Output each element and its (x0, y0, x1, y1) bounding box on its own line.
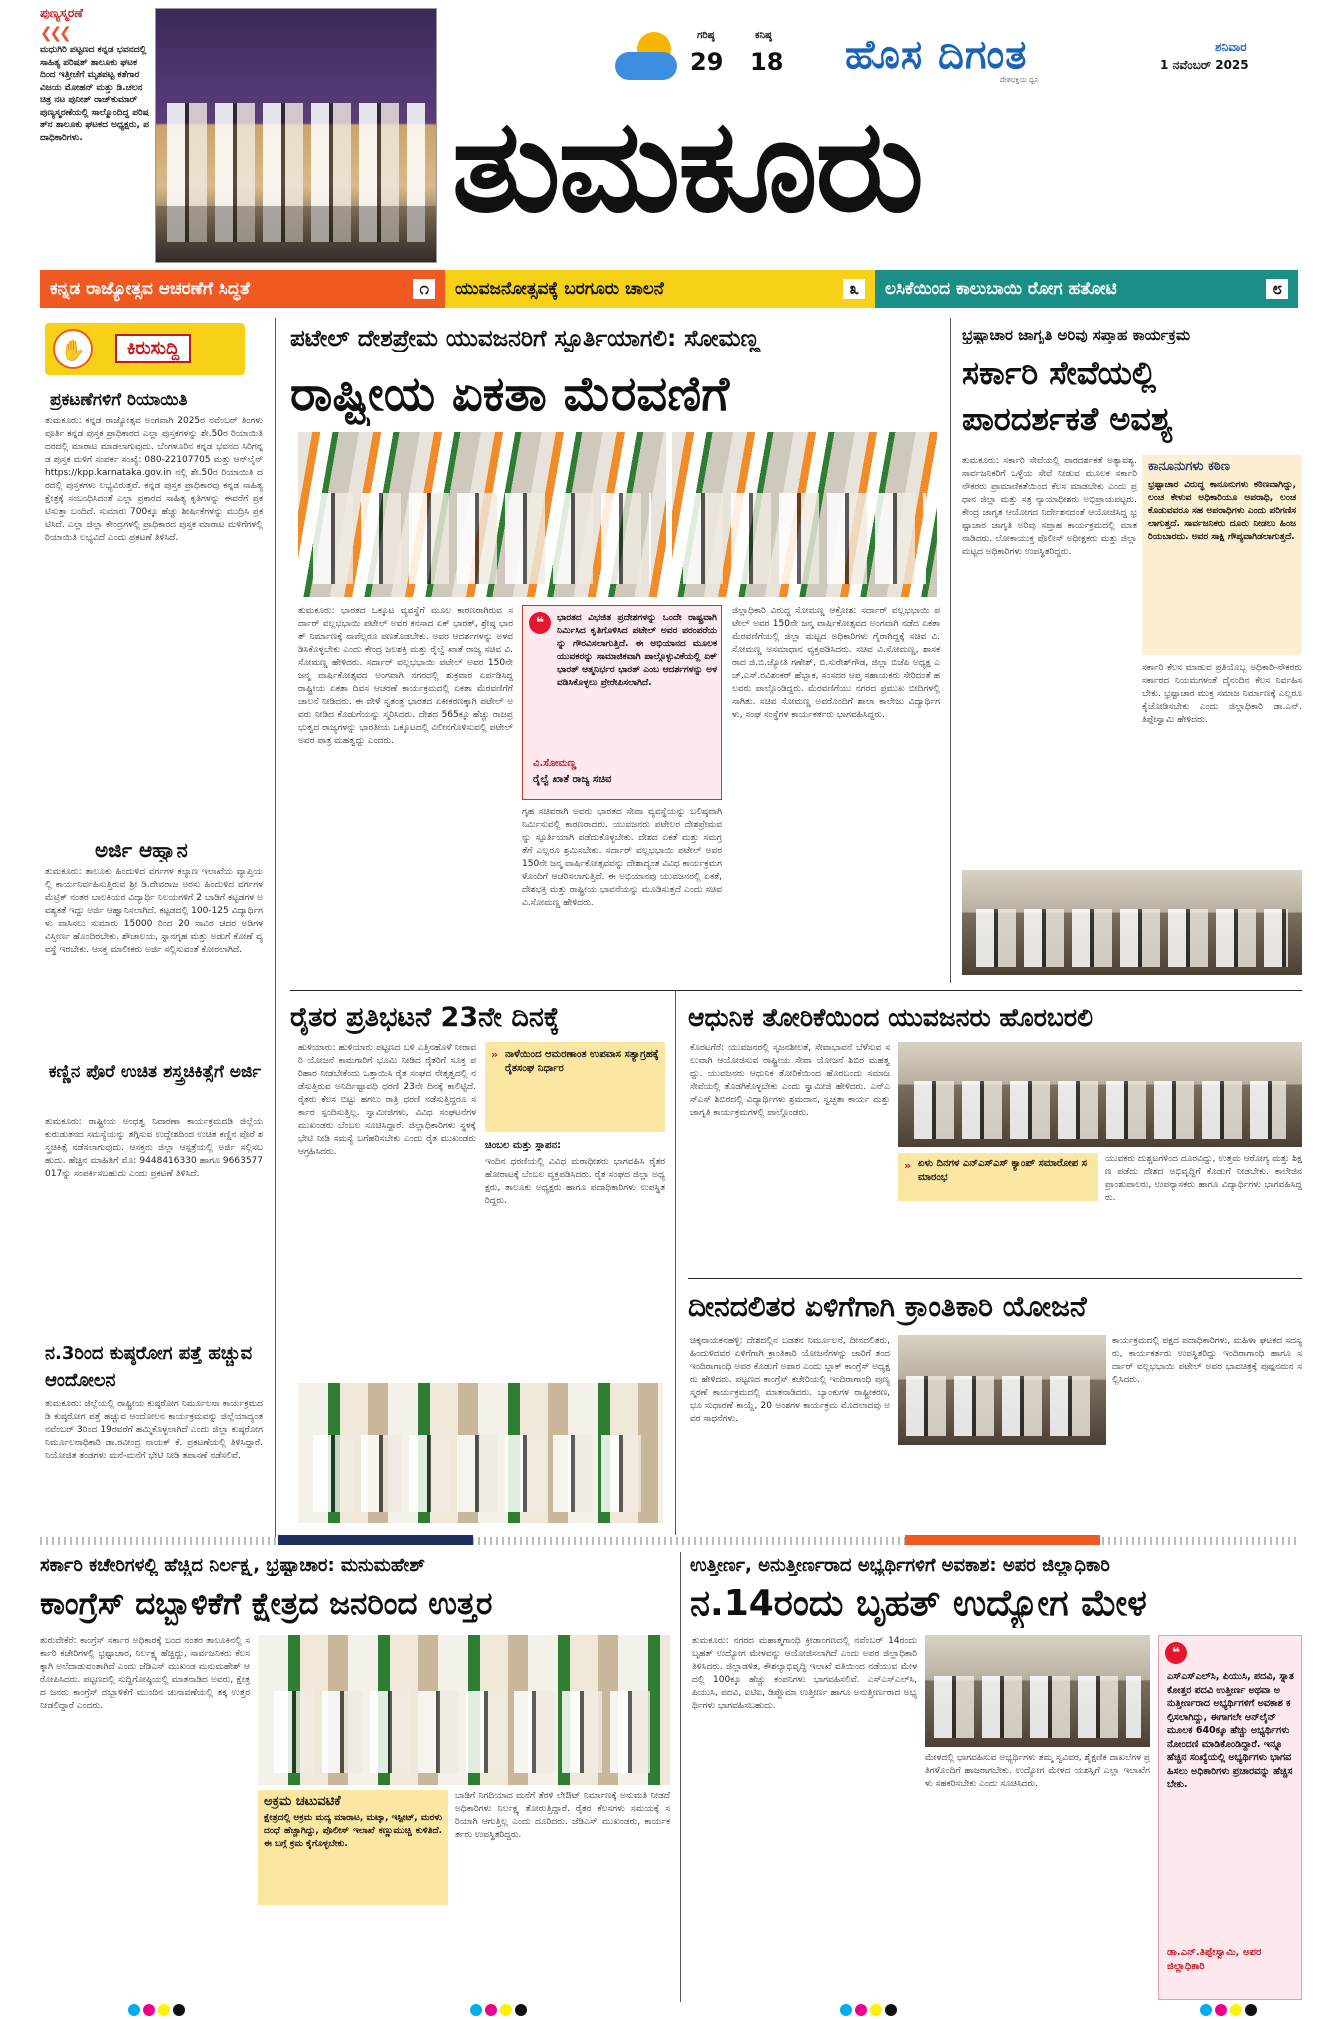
mid-hrule (290, 990, 1302, 991)
registration-marks-1 (128, 2004, 185, 2016)
congress-box (258, 1790, 448, 1905)
deena-body: ಚಿಕ್ಕನಾಯಕನಹಳ್ಳಿ: ದೇಶದಲ್ಲಿನ ಬಡತನ ನಿರ್ಮೂಲನೆ, ದೀನದಲಿತರು, ಹಿಂದುಳಿದವರ ಏಳಿಗೆಗಾಗಿ ಕ್ರಾಂತಿಕಾರಿ ಯೋಜನೆಗಳನ್ನು ಜಾರಿಗೆ ತಂದ ಇಂದಿರಾಗಾಂಧಿ ಅವರ ಕೊಡುಗೆ ಅಪಾರ ಎಂದು ಬ್ಲಾಕ್ ಕಾಂಗ್ರೆಸ್ ಅಧ್ಯಕ್ಷರು ಹೇಳಿದರು. ಪಟ್ಟಣದ ಕಾಂಗ್ರೆಸ್ ಕಚೇರಿಯಲ್ಲಿ ಇಂದಿರಾಗಾಂಧಿ ಪುಣ್ಯಸ್ಮರಣೆ ಕಾರ್ಯಕ್ರಮದಲ್ಲಿ ಮಾತನಾಡಿದರು. ಬ್ಯಾಂಕುಗಳ ರಾಷ್ಟ್ರೀಕರಣ, ಭೂ ಸುಧಾರಣೆ ಕಾಯ್ದೆ, 20 ಅಂಶಗಳ ಕಾರ್ಯಕ್ರಮ ಮೊದಲಾದವು ಅವರ ಸಾಧನೆಗಳು. (690, 1336, 890, 1424)
registration-marks-3 (840, 2004, 897, 2016)
right-box-body: ಭ್ರಷ್ಟಾಚಾರ ವಿರುದ್ಧ ಕಾನೂನುಗಳು ಕಠಿಣವಾಗಿದ್ದು, ಲಂಚ ಕೇಳುವ ಅಧಿಕಾರಿಯೂ ಅಪರಾಧಿ, ಲಂಚ ಕೊಡುವವರೂ ಸಹ ಅಪರಾಧಿಗಳು ಎಂದು ಪರಿಗಣಿಸಲಾಗುತ್ತದೆ. ಸಾರ್ವಜನಿಕರು ದೂರು ನೀಡಲು ಹಿಂಜರಿಯಬಾರದು. ಅವರ ಸಾಕ್ಷಿ ಗೌಪ್ಯವಾಗಿಡಲಾಗುತ್ತದೆ. (1148, 480, 1296, 542)
punya-label: ಪುಣ್ಯಸ್ಮರಣೆ (40, 6, 84, 20)
raitha-body: ಹುಳಿಯಾರು: ಹುಳಿಯಾರು ಪಟ್ಟಣದ ಬಳಿ ಎತ್ತಿನಹೊಳೆ ನೀರಾವರಿ ಯೋಜನೆ ಕಾಮಗಾರಿಗೆ ಭೂಮಿ ನೀಡಿದ ರೈತರಿಗೆ ಸೂಕ್ತ ಪರಿಹಾರ ನೀಡಬೇಕೆಂದು ಒತ್ತಾಯಿಸಿ ರೈತ ಸಂಘದ ನೇತೃತ್ವದಲ್ಲಿ ನಡೆಸುತ್ತಿರುವ ಅನಿರ್ದಿಷ್ಟಾವಧಿ ಧರಣಿ 23ನೇ ದಿನಕ್ಕೆ ಕಾಲಿಟ್ಟಿದೆ. ರೈತರು ಕೆಲಸ ಬಿಟ್ಟು ಹಗಲು ರಾತ್ರಿ ಧರಣಿ ನಡೆಸುತ್ತಿದ್ದರೂ ಸರ್ಕಾರ ಸ್ಪಂದಿಸುತ್ತಿಲ್ಲ. ಸ್ವಾಮೀಜಿಗಳು, ವಿವಿಧ ಸಂಘಟನೆಗಳ ಮುಖಂಡರು ಬೆಂಬಲ ಸೂಚಿಸಿದ್ದಾರೆ. ಜಿಲ್ಲಾಧಿಕಾರಿಗಳು ಸ್ಥಳಕ್ಕೆ ಭೇಟಿ ನೀಡಿ ಸಮಸ್ಯೆ ಬಗೆಹರಿಸಬೇಕು ಎಂದು ರೈತ ಮುಖಂಡರು ಆಗ್ರಹಿಸಿದರು. (298, 1043, 476, 1157)
lead-quote-role: ರೈಲ್ವೆ ಖಾತೆ ರಾಜ್ಯ ಸಚಿವ (533, 774, 612, 785)
registration-marks-4 (1200, 2004, 1257, 2016)
kiru-item-4-title: ನ.3ರಿಂದ ಕುಷ್ಠರೋಗ ಪತ್ತೆ ಹಚ್ಚುವ ಆಂದೋಲನ (45, 1343, 253, 1391)
lead-col1: ತುಮಕೂರು: ಭಾರತದ ಒಕ್ಕೂಟ ವ್ಯವಸ್ಥೆಗೆ ಮೂಲ ಕಾರಣರಾಗಿರುವ ಸರ್ದಾರ್ ವಲ್ಲಭಭಾಯಿ ಪಟೇಲ್ ಅವರ ಕನಸಾದ ಏಕ್ ಭಾರತ್, ಶ್ರೇಷ್ಠ ಭಾರತ್ ನಿರ್ಮಾಣಕ್ಕೆ ನಾವೆಲ್ಲರೂ ಪಣತೊಡಬೇಕು. ಅವರ ಆದರ್ಶಗಳನ್ನು ಅಳವಡಿಸಿಕೊಳ್ಳಬೇಕು ಎಂದು ಕೇಂದ್ರ ಜಲಶಕ್ತಿ ಮತ್ತು ರೈಲ್ವೆ ಖಾತೆ ರಾಜ್ಯ ಸಚಿವ ವಿ.ಸೋಮಣ್ಣ ಹೇಳಿದರು. ಸರ್ದಾರ್ ವಲ್ಲಭಭಾಯಿ ಪಟೇಲ್ ಅವರ 150ನೇ ಜನ್ಮ ವಾರ್ಷಿಕೋತ್ಸವದ ಅಂಗವಾಗಿ ನಗರದಲ್ಲಿ ಶುಕ್ರವಾರ ಏರ್ಪಡಿಸಿದ್ದ ರಾಷ್ಟ್ರೀಯ ಏಕತಾ ದಿವಸ ಆಚರಣೆ ಕಾರ್ಯಕ್ರಮದಲ್ಲಿ ಏಕತಾ ಮೆರವಣಿಗೆಗೆ ಚಾಲನೆ ನೀಡಿದರು. ಈ ವೇಳೆ ಸ್ವತಂತ್ರ ಭಾರತದ ಏಕೀಕರಣಕ್ಕಾಗಿ ಪಟೇಲ್ ಅವರು ನೀಡಿದ ಕೊಡುಗೆಯನ್ನು ಸ್ಮರಿಸಿದರು. ದೇಶದ 565ಕ್ಕೂ ಹೆಚ್ಚು ರಾಜಪ್ರಭುತ್ವದ ರಾಜ್ಯಗಳನ್ನು ಭಾರತೀಯ ಒಕ್ಕೂಟದಲ್ಲಿ ವಿಲೀನಗೊಳಿಸುವಲ್ಲಿ ಪಟೇಲ್ ಅವರ ಪಾತ್ರ ಮಹತ್ವದ್ದು ಎಂದರು. (298, 606, 513, 746)
kiru-badge-label: ಕಿರುಸುದ್ದಿ (115, 334, 191, 363)
teaser-3-page: ೮ (1266, 279, 1288, 299)
teaser-1[interactable] (40, 270, 445, 308)
teaser-2-page: ೩ (843, 279, 865, 299)
punya-chevrons-icon: ❮❮❮ (40, 24, 69, 42)
bottom-divider-navy (278, 1535, 473, 1545)
kiru-item-2-title: ಅರ್ಜಿ ಆಹ್ವಾನ (95, 838, 188, 862)
center-right-rule (950, 318, 951, 983)
weather-icon (615, 32, 685, 84)
raitha-box-arrow-icon: » (491, 1048, 499, 1061)
congress-photo (258, 1635, 670, 1785)
raitha-box (485, 1042, 665, 1132)
kiru-item-1-title: ಪ್ರಕಟಣೆಗಳಿಗೆ ರಿಯಾಯಿತಿ (50, 390, 188, 410)
udyoga-body: ತುಮಕೂರು: ನಗರದ ಮಹಾತ್ಮಗಾಂಧಿ ಕ್ರೀಡಾಂಗಣದಲ್ಲಿ ನವೆಂಬರ್ 14ರಂದು ಬೃಹತ್ ಉದ್ಯೋಗ ಮೇಳವನ್ನು ಆಯೋಜಿಸಲಾಗಿದೆ ಎಂದು ಅಪರ ಜಿಲ್ಲಾಧಿಕಾರಿ ತಿಳಿಸಿದರು. ಜಿಲ್ಲಾಡಳಿತ, ಕೌಶಲ್ಯಾಭಿವೃದ್ಧಿ ಇಲಾಖೆ ವತಿಯಿಂದ ನಡೆಯುವ ಮೇಳದಲ್ಲಿ 100ಕ್ಕೂ ಹೆಚ್ಚು ಕಂಪನಿಗಳು ಭಾಗವಹಿಸಲಿವೆ. ಎಸ್‌ಎಸ್‌ಎಲ್‌ಸಿ, ಪಿಯುಸಿ, ಪದವಿ, ಐಟಿಐ, ಡಿಪ್ಲೊಮಾ ಉತ್ತೀರ್ಣ ಹಾಗೂ ಅನುತ್ತೀರ್ಣರಾದ ಅಭ್ಯರ್ಥಿಗಳು ಭಾಗವಹಿಸಬಹುದು. (692, 1636, 917, 1711)
lead-headline: ರಾಷ್ಟ್ರೀಯ ಏಕತಾ ಮೆರವಣಿಗೆ (290, 366, 730, 422)
kiru-item-3-body: ತುಮಕೂರು: ರಾಷ್ಟ್ರೀಯ ಅಂಧತ್ವ ನಿವಾರಣಾ ಕಾರ್ಯಕ್ರಮದಡಿ ಜಿಲ್ಲೆಯ ಕುರುಡುತನದ ಸಮಸ್ಯೆಯನ್ನು ತಗ್ಗಿಸುವ ಉದ್ದೇಶದಿಂದ ಉಚಿತ ಕಣ್ಣಿನ ಪೊರೆ ಶಸ್ತ್ರಚಿಕಿತ್ಸೆ ನಡೆಸಲಾಗುವುದು. ಆಸಕ್ತರು ಜಿಲ್ಲಾ ಆಸ್ಪತ್ರೆಯಲ್ಲಿ ಅರ್ಜಿ ಸಲ್ಲಿಸಬಹುದು. ಹೆಚ್ಚಿನ ಮಾಹಿತಿಗೆ ಮೊ: 9448416330 ಹಾಗೂ 9663577017ನ್ನು ಸಂಪರ್ಕಿಸಬಹುದು ಎಂದು ಪ್ರಕಟಣೆ ತಿಳಿಸಿದೆ. (45, 1117, 263, 1179)
lead-quote: ಭಾರತದ ವಿಭಜಿತ ಪ್ರದೇಶಗಳನ್ನು ಒಂದೇ ರಾಷ್ಟ್ರವಾಗಿ ನಿರ್ಮಿಸಿದ ಕೃತಿಗೊಳಿಸಿದ ಪಟೇಲ್ ಅವರ ಪರಂಪರೆಯನ್ನು ಗೌರವಿಸಲಾಗುತ್ತಿದೆ. ಈ ಅಭಿಯಾನದ ಮೂಲಕ ಯುವಕರನ್ನು ಸಾಮಾಜಿಕವಾಗಿ ಪಾಲ್ಗೊಳ್ಳುವಿಕೆಯಲ್ಲಿ ಏಕ್ ಭಾರತ್ ಆತ್ಮನಿರ್ಭರ ಭಾರತ್ ಎಂಬ ಆದರ್ಶಗಳನ್ನು ಅಳವಡಿಸಿಕೊಳ್ಳಲು ಪ್ರೇರೇಪಿಸಲಾಗಿದೆ. (557, 613, 717, 688)
temp-max: 29 (690, 48, 724, 76)
deena-hrule (688, 1278, 1302, 1279)
congress-headline: ಕಾಂಗ್ರೆಸ್ ದಬ್ಬಾಳಿಕೆಗೆ ಕ್ಷೇತ್ರದ ಜನರಿಂದ ಉತ್ತರ (40, 1586, 493, 1622)
congress-box-body: ಕ್ಷೇತ್ರದಲ್ಲಿ ಅಕ್ರಮ ಮದ್ಯ ಮಾರಾಟ, ಮಟ್ಕಾ, ಇಸ್ಪೀಟ್, ಮರಳು ದಂಧೆ ಹೆಚ್ಚಾಗಿದ್ದು, ಪೊಲೀಸ್ ಇಲಾಖೆ ಕಣ್ಣುಮುಚ್ಚಿ ಕುಳಿತಿದೆ. ಈ ಬಗ್ಗೆ ಕ್ರಮ ಕೈಗೊಳ್ಳಬೇಕು. (264, 1813, 442, 1849)
masthead (0, 0, 1338, 270)
date-label: 1 ನವೆಂಬರ್ 2025 (1160, 58, 1249, 72)
adhunika-box (898, 1153, 1098, 1201)
congress-box-title: ಅಕ್ರಮ ಚಟುವಟಿಕೆ (264, 1794, 341, 1809)
kiru-badge (45, 323, 245, 375)
udyoga-photo (925, 1635, 1150, 1747)
right-body-2: ಸರ್ಕಾರಿ ಕೆಲಸ ಮಾಡುವ ಪ್ರತಿಯೊಬ್ಬ ಅಧಿಕಾರಿ-ನೌಕರರು ಸರ್ಕಾರದ ನಿಯಮಗಳಂತೆ ದೈನಂದಿನ ಕೆಲಸ ನಿರ್ವಹಿಸಬೇಕು. ಭ್ರಷ್ಟಾಚಾರ ಮುಕ್ತ ಸಮಾಜ ನಿರ್ಮಾಣಕ್ಕೆ ಎಲ್ಲರೂ ಕೈಜೋಡಿಸಬೇಕು ಎಂದು ಜಿಲ್ಲಾಧಿಕಾರಿ ಡಾ.ಎನ್.ತಿಪ್ಪೇಸ್ವಾಮಿ ಹೇಳಿದರು. (1142, 663, 1302, 725)
paper-tagline: ದೇಶಭಕ್ತಿಯ ಧ್ವನಿ (1000, 76, 1039, 84)
congress-body-2: ಬಾಡಿಗೆ ನಿಗದಿಯಾದ ಮನೆಗೆ ತೆರಳಿ ಲೇಔಟ್ ನಿರ್ಮಾಣಕ್ಕೆ ಅನುಮತಿ ನೀಡದೆ ಅಧಿಕಾರಿಗಳು ನಿರ್ಲಕ್ಷ್ಯ ತೋರುತ್ತಿದ್ದಾರೆ. ರೈತರ ಕೆಲಸಗಳು ಸಮಯಕ್ಕೆ ಸರಿಯಾಗಿ ಆಗುತ್ತಿಲ್ಲ ಎಂದು ದೂರಿದರು. ಜೆಡಿಎಸ್ ಮುಖಂಡರು, ಕಾರ್ಯಕರ್ತರು ಉಪಸ್ಥಿತರಿದ್ದರು. (455, 1791, 670, 1840)
bottom-vertical-rule (680, 1552, 681, 2002)
bottom-divider (40, 1537, 1298, 1545)
deena-body-2: ಕಾರ್ಯಕ್ರಮದಲ್ಲಿ ಪಕ್ಷದ ಪದಾಧಿಕಾರಿಗಳು, ಮಹಿಳಾ ಘಟಕದ ಸದಸ್ಯರು, ಕಾರ್ಯಕರ್ತರು ಉಪಸ್ಥಿತರಿದ್ದು ಇಂದಿರಾಗಾಂಧಿ ಹಾಗೂ ಸರ್ದಾರ್ ವಲ್ಲಭಭಾಯಿ ಪಟೇಲ್ ಅವರ ಭಾವಚಿತ್ರಕ್ಕೆ ಪುಷ್ಪನಮನ ಸಲ್ಲಿಸಿದರು. (1112, 1336, 1302, 1385)
raitha-headline: ರೈತರ ಪ್ರತಿಭಟನೆ 23ನೇ ದಿನಕ್ಕೆ (290, 1002, 560, 1033)
right-kicker: ಭ್ರಷ್ಟಾಚಾರ ಜಾಗೃತಿ ಅರಿವು ಸಪ್ತಾಹ ಕಾರ್ಯಕ್ರಮ (962, 326, 1191, 344)
teaser-2[interactable] (445, 270, 875, 308)
teaser-3[interactable] (875, 270, 1298, 308)
raitha-photo (298, 1383, 663, 1523)
udyoga-box-text: ಎಸ್‌ಎಸ್‌ಎಲ್‌ಸಿ, ಪಿಯುಸಿ, ಪದವಿ, ಸ್ನಾತಕೋತ್ತರ ಪದವಿ ಉತ್ತೀರ್ಣ ಅಥವಾ ಅನುತ್ತೀರ್ಣರಾದ ಅಭ್ಯರ್ಥಿಗಳಿಗೆ ಅವಕಾಶ ಕಲ್ಪಿಸಲಾಗಿದ್ದು, ಈಗಾಗಲೇ ಆನ್‌ಲೈನ್ ಮೂಲಕ 640ಕ್ಕೂ ಹೆಚ್ಚು ಅಭ್ಯರ್ಥಿಗಳು ನೋಂದಣಿ ಮಾಡಿಕೊಂಡಿದ್ದಾರೆ. ಇನ್ನೂ ಹೆಚ್ಚಿನ ಸಂಖ್ಯೆಯಲ್ಲಿ ಅಭ್ಯರ್ಥಿಗಳು ಭಾಗವಹಿಸಲು ಅಧಿಕಾರಿಗಳು ಪ್ರಚಾರವನ್ನು ಹೆಚ್ಚಿಸಬೇಕು. (1167, 1671, 1294, 1790)
right-box-title: ಕಾನೂನುಗಳು ಕಠಿಣ (1148, 459, 1231, 474)
lead-col2: ಗೃಹ ಸಚಿವರಾಗಿ ಅವರು ಭಾರತದ ಸೇವಾ ವ್ಯವಸ್ಥೆಯನ್ನು ಬಲಿಷ್ಠವಾಗಿ ನಿರ್ಮಿಸುವಲ್ಲಿ ಕಾರಣರಾದರು. ಯುವಜನರು ಪಟೇಲರ ದೇಶಪ್ರೇಮವನ್ನು ಸ್ಫೂರ್ತಿಯಾಗಿ ಪಡೆದುಕೊಳ್ಳಬೇಕು. ದೇಶದ ಏಕತೆ ಮತ್ತು ಸಮಗ್ರತೆಗೆ ಎಲ್ಲರೂ ಶ್ರಮಿಸಬೇಕು. ಸರ್ದಾರ್ ವಲ್ಲಭಭಾಯಿ ಪಟೇಲ್ ಅವರ 150ನೇ ಜನ್ಮ ವಾರ್ಷಿಕೋತ್ಸವವನ್ನು ದೇಶಾದ್ಯಂತ ವಿವಿಧ ಕಾರ್ಯಕ್ರಮಗಳೊಂದಿಗೆ ಆಚರಿಸಲಾಗುತ್ತಿದೆ. ಈ ಅಭಿಯಾನವು ಯುವಜನರಲ್ಲಿ ಏಕತೆ, ದೇಶಭಕ್ತಿ ಮತ್ತು ರಾಷ್ಟ್ರೀಯ ಭಾವನೆಯನ್ನು ಮೂಡಿಸುತ್ತದೆ ಎಂದು ಸಚಿವ ವಿ.ಸೋಮಣ್ಣ ಹೇಳಿದರು. (522, 807, 722, 908)
udyoga-body-2: ಮೇಳದಲ್ಲಿ ಭಾಗವಹಿಸುವ ಅಭ್ಯರ್ಥಿಗಳು ತಮ್ಮ ಸ್ವವಿವರ, ಶೈಕ್ಷಣಿಕ ದಾಖಲೆಗಳ ಪ್ರತಿಗಳೊಂದಿಗೆ ಹಾಜರಾಗಬೇಕು. ಉದ್ಯೋಗ ಮೇಳದ ಯಶಸ್ಸಿಗೆ ಎಲ್ಲಾ ಇಲಾಖೆಗಳು ಸಹಕರಿಸಬೇಕು ಎಂದು ಸೂಚಿಸಿದರು. (925, 1753, 1150, 1789)
lead-quote-box (522, 605, 722, 800)
kiru-item-2-body: ತುಮಕೂರು: ತಾಲೂಕು ಹಿಂದುಳಿದ ವರ್ಗಗಳ ಕಲ್ಯಾಣ ಇಲಾಖೆಯ ವ್ಯಾಪ್ತಿಯಲ್ಲಿ ಕಾರ್ಯನಿರ್ವಹಿಸುತ್ತಿರುವ ಶ್ರೀ ಡಿ.ದೇವರಾಜ ಅರಸು ಹಿಂದುಳಿದ ವರ್ಗಗಳ ಮೆಟ್ರಿಕ್ ನಂತರ ಬಾಲಕಿಯರ ವಿದ್ಯಾರ್ಥಿ ನಿಲಯಗಳಿಗೆ 2 ಬಾಡಿಗೆ ಕಟ್ಟಡಗಳ ಅವಶ್ಯಕತೆ ಇದ್ದು ಅರ್ಜಿ ಆಹ್ವಾನಿಸಲಾಗಿದೆ. ಕಟ್ಟಡದಲ್ಲಿ 100-125 ವಿದ್ಯಾರ್ಥಿಗಳು ವಾಸಿಸಲು ಸುಮಾರು 15000 ರಿಂದ 20 ಸಾವಿರ ಚದರ ಅಡಿಗಳ ವಿಸ್ತೀರ್ಣ ಹೊಂದಿರಬೇಕು. ಶೌಚಾಲಯ, ಸ್ನಾನಗೃಹ ಮತ್ತು ಅಡುಗೆ ಕೋಣೆ ವ್ಯವಸ್ಥೆ ಇರಬೇಕು. ಆಸಕ್ತ ಮಾಲೀಕರು ಅರ್ಜಿ ಸಲ್ಲಿಸುವಂತೆ ಕೋರಲಾಗಿದೆ. (45, 867, 263, 955)
udyoga-quote-icon: ❝ (1165, 1642, 1187, 1664)
teaser-3-text: ಲಸಿಕೆಯಿಂದ ಕಾಲುಬಾಯಿ ರೋಗ ಹತೋಟಿ (885, 279, 1117, 299)
kiru-item-1-body: ತುಮಕೂರು: ಕನ್ನಡ ರಾಜ್ಯೋತ್ಸವ ಅಂಗವಾಗಿ 2025ರ ನವೆಂಬರ್ ತಿಂಗಳು ಪೂರ್ತಿ ಕನ್ನಡ ಪುಸ್ತಕ ಪ್ರಾಧಿಕಾರದ ಎಲ್ಲಾ ಪುಸ್ತಕಗಳನ್ನು ಶೇ.50ರ ರಿಯಾಯಿತಿ ದರದಲ್ಲಿ ಮಾರಾಟ ಮಾಡಲಾಗುವುದು. ಬೆಂಗಳೂರಿನ ಕನ್ನಡ ಭವನದ ಸಿರಿಗನ್ನಡ ಪುಸ್ತಕ ಮಳಿಗೆ ಸಂಪರ್ಕ ಸಂಖ್ಯೆ: 080-22107705 ಮತ್ತು ಆನ್‌ಲೈನ್ https://kpp.karnataka.gov.in ನಲ್ಲಿ ಶೇ.50ರ ರಿಯಾಯಿತಿ ದರದಲ್ಲಿ ಪುಸ್ತಕಗಳು ಲಭ್ಯವಿರುತ್ತವೆ. ಕನ್ನಡ ಪುಸ್ತಕ ಪ್ರಾಧಿಕಾರವು ಕನ್ನಡ ಸಾಹಿತ್ಯ ಕ್ಷೇತ್ರಕ್ಕೆ ಸಂಬಂಧಿಸಿದಂತೆ ಎಲ್ಲಾ ಪ್ರಕಾರದ ಸಾಹಿತ್ಯ ಕೃತಿಗಳನ್ನು ಈವರೆಗೆ ಪ್ರಕಟಿಸುತ್ತಾ ಬಂದಿದೆ. ಸುಮಾರು 700ಕ್ಕೂ ಹೆಚ್ಚು ಶೀರ್ಷಿಕೆಗಳನ್ನು ಮುದ್ರಿಸಿ ಪ್ರಕಟಿಸಿದೆ. ಎಲ್ಲಾ ಜಿಲ್ಲಾ ಕೇಂದ್ರಗಳಲ್ಲಿ ಪ್ರಾಧಿಕಾರದ ಪುಸ್ತಕ ಮಾರಾಟ ಮಳಿಗೆಗಳಲ್ಲಿ ರಿಯಾಯಿತಿ ಲಭ್ಯವಿದೆ ಎಂದು ಪ್ರಕಟಣೆ ತಿಳಿಸಿದೆ. (45, 416, 263, 543)
quote-icon: ❝ (529, 612, 551, 634)
punya-photo (155, 8, 437, 263)
registration-marks-2 (470, 2004, 527, 2016)
right-body: ತುಮಕೂರು: ಸರ್ಕಾರಿ ಸೇವೆಯಲ್ಲಿ ಪಾರದರ್ಶಕತೆ ಅತ್ಯಾವಶ್ಯ. ಸಾರ್ವಜನಿಕರಿಗೆ ಒಳ್ಳೆಯ ಸೇವೆ ನೀಡುವ ಮೂಲಕ ಸರ್ಕಾರಿ ನೌಕರರು ಪ್ರಾಮಾಣಿಕತೆಯಿಂದ ಕೆಲಸ ಮಾಡಬೇಕು ಎಂದು ಪ್ರಧಾನ ಜಿಲ್ಲಾ ಮತ್ತು ಸತ್ರ ನ್ಯಾಯಾಧೀಶರು ಅಭಿಪ್ರಾಯಪಟ್ಟರು. ಕೇಂದ್ರ ಜಾಗೃತ ಆಯೋಗದ ನಿರ್ದೇಶನದಂತೆ ಆಯೋಜಿಸಿದ್ದ ಭ್ರಷ್ಟಾಚಾರ ಜಾಗೃತಿ ಅರಿವು ಸಪ್ತಾಹ ಕಾರ್ಯಕ್ರಮದಲ್ಲಿ ಮಾತನಾಡಿದರು. ಲೋಕಾಯುಕ್ತ ಪೊಲೀಸ್ ಅಧೀಕ್ಷಕರು ಮತ್ತು ಜಿಲ್ಲಾ ಮಟ್ಟದ ಅಧಿಕಾರಿಗಳು ಉಪಸ್ಥಿತರಿದ್ದರು. (962, 456, 1137, 557)
raitha-box-text: ನಾಳೆಯಿಂದ ಆಮರಣಾಂತ ಉಪವಾಸ ಸತ್ಯಾಗ್ರಹಕ್ಕೆ ರೈತಸಂಘ ನಿರ್ಧಾರ (505, 1049, 659, 1074)
teaser-1-text: ಕನ್ನಡ ರಾಜ್ಯೋತ್ಸವ ಆಚರಣೆಗೆ ಸಿದ್ಧತೆ (50, 279, 250, 299)
raitha-side-title: ಚಿಂಬಲ ಮತ್ತು ಸ್ಥಾಪನ: (485, 1140, 562, 1151)
kiru-item-4-body: ತುಮಕೂರು: ಜಿಲ್ಲೆಯಲ್ಲಿ ರಾಷ್ಟ್ರೀಯ ಕುಷ್ಠರೋಗ ನಿರ್ಮೂಲನಾ ಕಾರ್ಯಕ್ರಮದಡಿ ಕುಷ್ಠರೋಗ ಪತ್ತೆ ಹಚ್ಚುವ ಆಂದೋಲನ ಕಾರ್ಯಕ್ರಮವನ್ನು ಜಿಲ್ಲೆಯಾದ್ಯಂತ ನವೆಂಬರ್ 3ರಿಂದ 19ರವರೆಗೆ ಹಮ್ಮಿಕೊಳ್ಳಲಾಗಿದೆ ಎಂದು ಜಿಲ್ಲಾ ಕುಷ್ಠರೋಗ ನಿರ್ಮೂಲನಾಧಿಕಾರಿ ಡಾ.ರವೀಂದ್ರ ನಾಯಕ್ ಕೆ. ಪ್ರಕಟಣೆಯಲ್ಲಿ ತಿಳಿಸಿದ್ದಾರೆ. ನಿಯೋಜಿತ ತಂಡಗಳು ಮನೆ-ಮನೆಗೆ ಭೇಟಿ ನೀಡಿ ತಪಾಸಣೆ ನಡೆಸಲಿವೆ. (45, 1399, 263, 1461)
city-title: ತುಮಕೂರು (452, 92, 922, 241)
left-column-rule (275, 318, 276, 1543)
mid-vertical-rule (675, 990, 676, 1535)
udyoga-box (1158, 1635, 1302, 2000)
udyoga-headline: ನ.14ರಂದು ಬೃಹತ್ ಉದ್ಯೋಗ ಮೇಳ (690, 1583, 1147, 1624)
udyoga-kicker: ಉತ್ತೀರ್ಣ, ಅನುತ್ತೀರ್ಣರಾದ ಅಭ್ಯರ್ಥಿಗಳಿಗೆ ಅವಕಾಶ: ಅಪರ ಜಿಲ್ಲಾಧಿಕಾರಿ (690, 1555, 1110, 1576)
right-box (1142, 455, 1302, 655)
teaser-2-text: ಯುವಜನೋತ್ಸವಕ್ಕೆ ಬರಗೂರು ಚಾಲನೆ (455, 279, 664, 299)
temp-max-label: ಗರಿಷ್ಠ (697, 30, 715, 41)
lead-kicker: ಪಟೇಲ್ ದೇಶಪ್ರೇಮ ಯುವಜನರಿಗೆ ಸ್ಫೂರ್ತಿಯಾಗಲಿ: ಸೋಮಣ್ಣ (290, 326, 761, 352)
deena-headline: ದೀನದಲಿತರ ಏಳಿಗೆಗಾಗಿ ಕ್ರಾಂತಿಕಾರಿ ಯೋಜನೆ (688, 1290, 1087, 1323)
kiru-item-3-title: ಕಣ್ಣಿನ ಪೊರೆ ಉಚಿತ ಶಸ್ತ್ರಚಿಕಿತ್ಸೆಗೆ ಅರ್ಜಿ (48, 1062, 262, 1082)
adhunika-box-text: ಏಳು ದಿನಗಳ ಎನ್‌ಎಸ್‌ಎಸ್ ಕ್ಯಾಂಪ್ ಸಮಾರೋಪ ಸಮಾರಂಭ (918, 1158, 1087, 1183)
adhunika-headline: ಆಧುನಿಕ ತೋರಿಕೆಯಿಂದ ಯುವಜನರು ಹೊರಬರಲಿ (688, 1003, 1094, 1032)
adhunika-body-2: ಯುವಕರು ದುಶ್ಚಟಗಳಿಂದ ದೂರವಿದ್ದು, ಉತ್ತಮ ಆರೋಗ್ಯ ಮತ್ತು ಶಿಕ್ಷಣ ಪಡೆದು ದೇಶದ ಅಭಿವೃದ್ಧಿಗೆ ಕೊಡುಗೆ ನೀಡಬೇಕು. ಕಾಲೇಜಿನ ಪ್ರಾಂಶುಪಾಲರು, ಉಪನ್ಯಾಸಕರು ಹಾಗೂ ವಿದ್ಯಾರ್ಥಿಗಳು ಭಾಗವಹಿಸಿದ್ದರು. (1105, 1154, 1302, 1203)
punya-text: ಮಧುಗಿರಿ ಪಟ್ಟಣದ ಕನ್ನಡ ಭವನದಲ್ಲಿ ಸಾಹಿತ್ಯ ಪರಿಷತ್ ತಾಲೂಕು ಘಟಕದಿಂದ ಇತ್ತೀಚೆಗೆ ಮೃತಪಟ್ಟ ಕತೆಗಾರ ವಿಜಯ ಮೋಹನ್ ಮತ್ತು ಡಿ.ಚಲನಚಿತ್ರ ನಟ ಪುನೀತ್ ರಾಜ್‌ಕುಮಾರ್ ಪುಣ್ಯಸ್ಮರಣೆಯಲ್ಲಿ ಸಾಲ್ಮೊಂದಿದ್ದ ಪರಿಷತ್‌ನ ತಾಲೂಕು ಘಟಕದ ಅಧ್ಯಕ್ಷರು, ಪದಾಧಿಕಾರಿಗಳು. (40, 45, 149, 143)
right-headline: ಸರ್ಕಾರಿ ಸೇವೆಯಲ್ಲಿ ಪಾರದರ್ಶಕತೆ ಅವಶ್ಯ (962, 354, 1173, 438)
lead-photo-1 (298, 432, 666, 597)
adhunika-body: ಕೊರಟಗೆರೆ: ಯುವಜನರಲ್ಲಿ ಸೃಜನಶೀಲತೆ, ಸೇವಾಭಾವನೆ ಬೆಳೆಸುವ ಸಲುವಾಗಿ ಆಯೋಜಿಸುವ ರಾಷ್ಟ್ರೀಯ ಸೇವಾ ಯೋಜನೆ ಶಿಬಿರ ಮಹತ್ವದ್ದು. ಯುವಜನರು ಆಧುನಿಕ ತೋರಿಕೆಯಿಂದ ಹೊರಬಂದು ಸಮಾಜ ಸೇವೆಯಲ್ಲಿ ತೊಡಗಿಕೊಳ್ಳಬೇಕು ಎಂದು ಸ್ವಾಮೀಜಿ ಹೇಳಿದರು. ಎನ್‌ಎಸ್‌ಎಸ್ ಶಿಬಿರದಲ್ಲಿ ವಿದ್ಯಾರ್ಥಿಗಳು ಶ್ರಮದಾನ, ಸ್ವಚ್ಛತಾ ಕಾರ್ಯ ಮತ್ತು ಜಾಗೃತಿ ಕಾರ್ಯಕ್ರಮಗಳಲ್ಲಿ ಪಾಲ್ಗೊಂಡರು. (690, 1043, 890, 1118)
bottom-divider-orange (905, 1535, 1100, 1545)
temp-min-label: ಕನಿಷ್ಠ (755, 30, 772, 41)
hand-icon: ✋ (53, 329, 93, 369)
day-label: ಶನಿವಾರ (1215, 40, 1247, 54)
lead-col3: ಜಿಲ್ಲಾಧಿಕಾರಿ ವಿರುದ್ಧ ಸೋಮಣ್ಣ ಆಕ್ರೋಶ: ಸರ್ದಾರ್ ವಲ್ಲಭಭಾಯಿ ಪಟೇಲ್ ಅವರ 150ನೇ ಜನ್ಮ ವಾರ್ಷಿಕೋತ್ಸವದ ಅಂಗವಾಗಿ ನಡೆದ ಏಕತಾ ಮೆರವಣಿಗೆಯಲ್ಲಿ ಜಿಲ್ಲಾ ಮಟ್ಟದ ಅಧಿಕಾರಿಗಳು ಗೈರಾಗಿದ್ದಕ್ಕೆ ಸಚಿವ ವಿ.ಸೋಮಣ್ಣ ಅಸಮಾಧಾನ ವ್ಯಕ್ತಪಡಿಸಿದರು. ಸಚಿವ ವಿ.ಸೋಮಣ್ಣ, ಶಾಸಕರಾದ ಜಿ.ಬಿ.ಜ್ಯೋತಿ ಗಣೇಶ್, ಬಿ.ಸುರೇಶ್‌ಗೌಡ, ಜಿಲ್ಲಾ ಬಿಜೆಪಿ ಅಧ್ಯಕ್ಷ ಎಚ್.ಎಸ್.ರವಿಶಂಕರ್ ಹೆಬ್ಬಾಕ, ಸಂಸದರ ಆಪ್ತ ಸಹಾಯಕರು ಸೇರಿದಂತೆ ಹಲವರು ಪಾಲ್ಗೊಂಡಿದ್ದರು. ಮೆರವಣಿಗೆಯು ನಗರದ ಪ್ರಮುಖ ಬೀದಿಗಳಲ್ಲಿ ಸಾಗಿತು. ಸಚಿವ ಸೋಮಣ್ಣ ಅವರೊಂದಿಗೆ ಶಾಲಾ ಕಾಲೇಜು ವಿದ್ಯಾರ್ಥಿಗಳು, ಸಂಘ ಸಂಸ್ಥೆಗಳ ಕಾರ್ಯಕರ್ತರು ಭಾಗವಹಿಸಿದ್ದರು. (732, 606, 940, 720)
lead-photo-2 (672, 432, 937, 597)
deena-photo (898, 1335, 1106, 1445)
raitha-body-2: ಇಂದಿನ ಧರಣಿಯಲ್ಲಿ ವಿವಿಧ ಮಠಾಧೀಶರು ಭಾಗವಹಿಸಿ ರೈತರ ಹೋರಾಟಕ್ಕೆ ಬೆಂಬಲ ವ್ಯಕ್ತಪಡಿಸಿದರು. ರೈತ ಸಂಘದ ಜಿಲ್ಲಾ ಅಧ್ಯಕ್ಷರು, ತಾಲೂಕು ಅಧ್ಯಕ್ಷರು ಹಾಗೂ ಪದಾಧಿಕಾರಿಗಳು ಉಪಸ್ಥಿತರಿದ್ದರು. (485, 1157, 665, 1206)
right-photo (962, 870, 1302, 975)
teaser-1-page: ೧ (413, 279, 435, 299)
udyoga-box-by: ಡಾ.ಎನ್.ತಿಪ್ಪೇಸ್ವಾಮಿ, ಅಪರ ಜಿಲ್ಲಾಧಿಕಾರಿ (1167, 1947, 1262, 1972)
congress-kicker: ಸರ್ಕಾರಿ ಕಚೇರಿಗಳಲ್ಲಿ ಹೆಚ್ಚಿದ ನಿರ್ಲಕ್ಷ್ಯ, ಭ್ರಷ್ಟಾಚಾರ: ಮನುಮಹೇಶ್ (40, 1555, 425, 1576)
adhunika-box-arrow-icon: » (904, 1159, 912, 1172)
teaser-strip (40, 270, 1298, 308)
congress-body: ತುರುವೇಕೆರೆ: ಕಾಂಗ್ರೆಸ್ ಸರ್ಕಾರ ಅಧಿಕಾರಕ್ಕೆ ಬಂದ ನಂತರ ತಾಲೂಕಿನಲ್ಲಿ ಸರ್ಕಾರಿ ಕಚೇರಿಗಳಲ್ಲಿ ಭ್ರಷ್ಟಾಚಾರ, ನಿರ್ಲಕ್ಷ್ಯ ಹೆಚ್ಚಿದ್ದು, ಸಾರ್ವಜನಿಕರು ಕೆಲಸಕ್ಕಾಗಿ ಅಲೆದಾಡುವಂತಾಗಿದೆ ಎಂದು ಜೆಡಿಎಸ್ ಮುಖಂಡ ಮನುಮಹೇಶ್ ಆರೋಪಿಸಿದರು. ಪಟ್ಟಣದಲ್ಲಿ ಸುದ್ದಿಗೋಷ್ಠಿಯಲ್ಲಿ ಮಾತನಾಡಿದ ಅವರು, ಕ್ಷೇತ್ರದ ಜನರು ಕಾಂಗ್ರೆಸ್ ದಬ್ಬಾಳಿಕೆಗೆ ಮುಂದಿನ ಚುನಾವಣೆಯಲ್ಲಿ ತಕ್ಕ ಉತ್ತರ ನೀಡಲಿದ್ದಾರೆ ಎಂದರು. (40, 1636, 250, 1711)
lead-quote-by: ವಿ.ಸೋಮಣ್ಣ (533, 758, 577, 769)
paper-logo: ಹೊಸ ದಿಗಂತ (845, 32, 1028, 78)
temp-min: 18 (750, 48, 784, 76)
adhunika-photo (898, 1042, 1302, 1147)
